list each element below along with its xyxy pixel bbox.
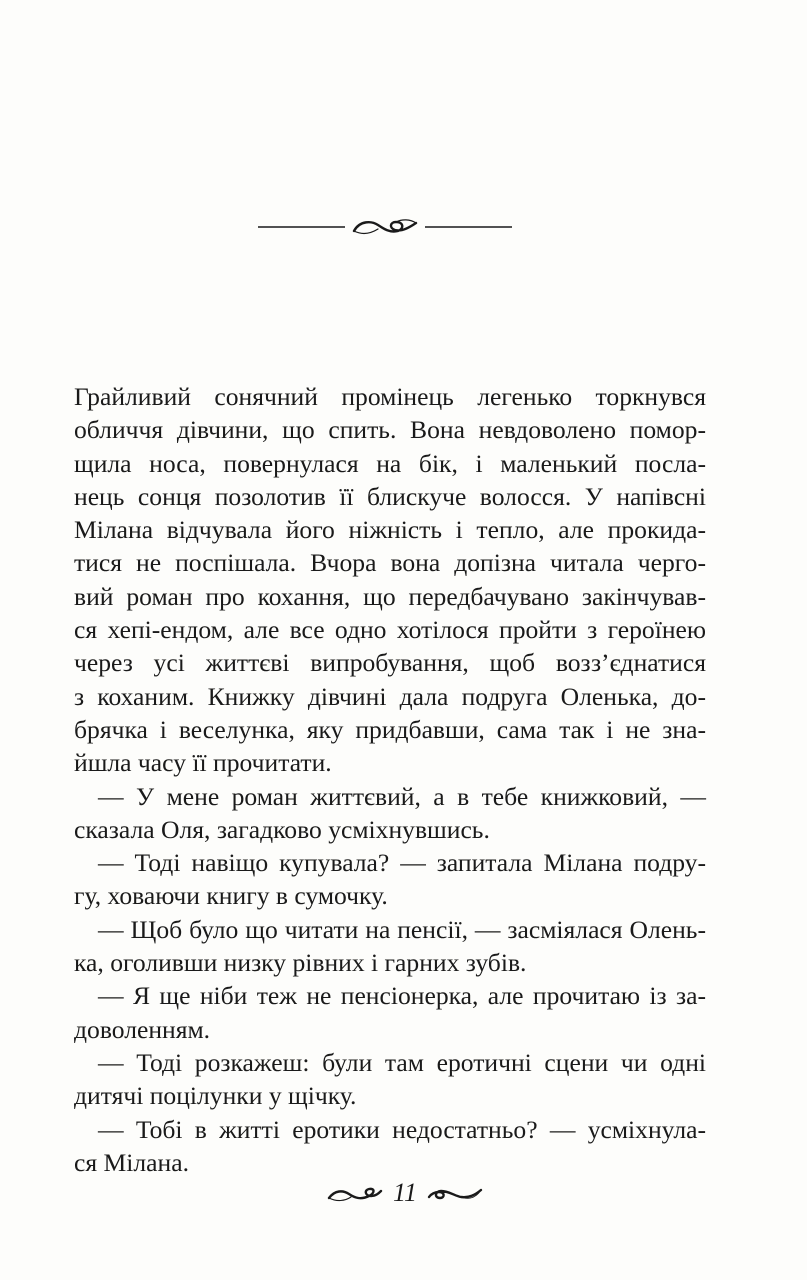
text-line: сказала Оля, загадково усміхнувшись.	[74, 814, 490, 844]
swash-right-icon	[427, 1178, 485, 1210]
text-line: через усі життєві випробування, щоб возз’єднатися	[74, 648, 706, 678]
paragraph	[74, 780, 706, 847]
page-footer	[325, 1178, 485, 1210]
text-line: — Щоб було що читати на пенсії, — засміялася Олень-	[98, 914, 706, 944]
text-line: — Тоді навіщо купувала? — запитала Мілана подру-	[98, 848, 706, 878]
text-line: Мілана відчувала його ніжність і тепло, але прокида-	[74, 515, 706, 545]
text-line: доволенням.	[74, 1014, 211, 1044]
paragraph	[74, 380, 706, 780]
paragraph	[74, 913, 706, 980]
text-line: нець сонця позолотив її блискуче волосся. У напівсні	[74, 481, 706, 511]
text-line: Грайливий сонячний промінець легенько торкнувся	[74, 382, 706, 411]
text-line: з коханим. Книжку дівчині дала подруга Оленька, до-	[74, 681, 706, 711]
text-line: вий роман про кохання, що передбачувано закінчував-	[74, 581, 706, 611]
text-line: дитячі поцілунки у щічку.	[74, 1081, 357, 1111]
text-line: — У мене роман життєвий, а в тебе книжковий, —	[98, 781, 706, 811]
text-line: ка, оголивши низку рівних і гарних зубів.	[74, 948, 527, 978]
text-line: тися не поспішала. Вчора вона допізна читала черго-	[74, 548, 706, 578]
text-line: обличчя дівчини, що спить. Вона невдоволено помор-	[74, 415, 706, 445]
text-line: гу, ховаючи книгу в сумочку.	[74, 881, 388, 911]
paragraph	[74, 979, 706, 1046]
paragraph	[74, 1046, 706, 1113]
text-line: брячка і веселунка, яку придбавши, сама так і не зна-	[74, 714, 706, 744]
text-line: — Я ще ніби теж не пенсіонерка, але прочитаю із за-	[98, 981, 706, 1011]
body-text	[74, 380, 706, 1179]
text-line: щила носа, повернулася на бік, і маленький посла-	[74, 448, 706, 478]
text-line: ся Мілана.	[74, 1147, 189, 1177]
text-line: — Тобі в житті еротики недостатньо? — усміхнула-	[98, 1114, 706, 1144]
text-line: ся хепі-ендом, але все одно хотілося пройти з героїнею	[74, 615, 706, 645]
swash-divider-icon	[250, 210, 520, 244]
paragraph	[74, 846, 706, 913]
swash-left-icon	[325, 1178, 383, 1210]
text-line: — Тоді розкажеш: були там еротичні сцени чи одні	[98, 1047, 706, 1077]
page-number: 11	[392, 1178, 418, 1207]
paragraph	[74, 1113, 706, 1180]
text-line: йшла часу її прочитати.	[74, 748, 332, 778]
